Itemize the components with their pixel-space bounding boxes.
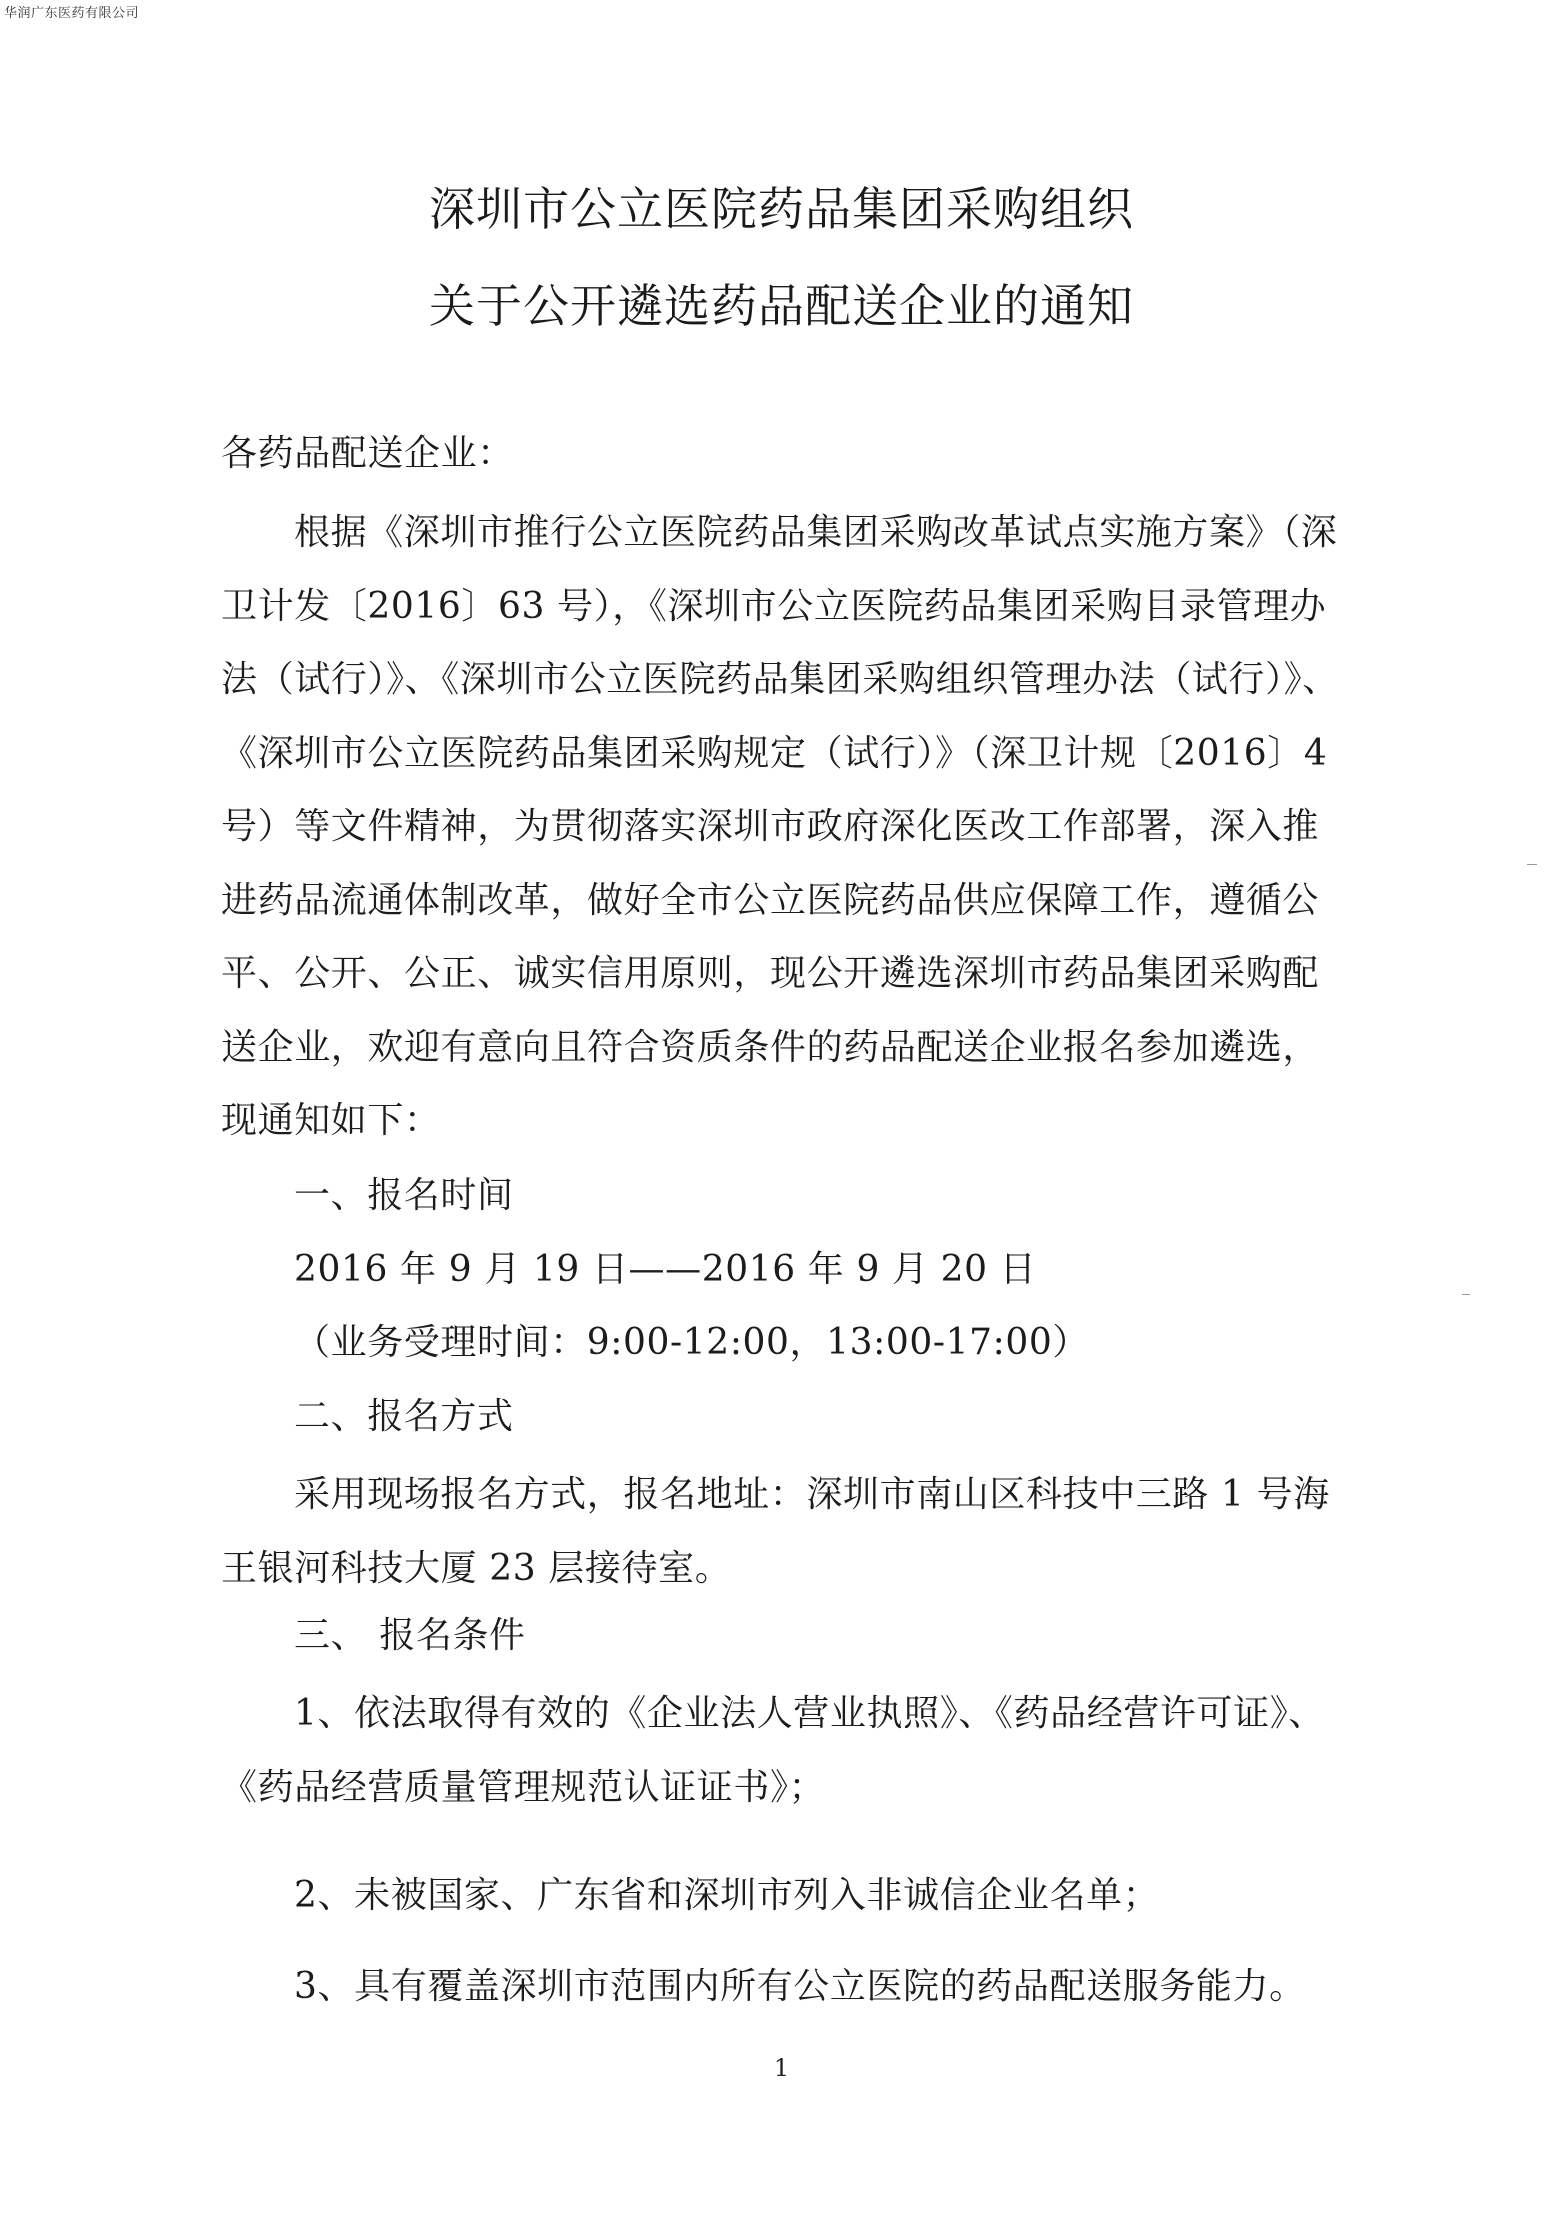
notice-title-line-1: 深圳市公立医院药品集团采购组织 xyxy=(429,182,1134,236)
condition-item-1: 1、依法取得有效的《企业法人营业执照》、《药品经营许可证》、《药品经营质量管理规范认证证书》； xyxy=(221,1693,1325,1808)
salutation: 各药品配送企业： xyxy=(221,433,514,474)
business-hours: （业务受理时间：9:00-12:00，13:00-17:00） xyxy=(294,1322,1090,1363)
section-1-heading: 一、报名时间 xyxy=(294,1175,514,1216)
registration-method-text: 采用现场报名方式，报名地址：深圳市南山区科技中三路 1 号海王银河科技大厦 23 层接待室。 xyxy=(221,1474,1330,1589)
condition-item-3: 3、具有覆盖深圳市范围内所有公立医院的药品配送服务能力。 xyxy=(294,1966,1306,2007)
scan-speck xyxy=(1462,1294,1470,1295)
page-number: 1 xyxy=(773,2054,790,2082)
intro-paragraph: 根据《深圳市推行公立医院药品集团采购改革试点实施方案》（深卫计发〔2016〕63 号），《深圳市公立医院药品集团采购目录管理办法（试行）》、《深圳市公立医院药品集团采购组织管理办法（试行）》、《深圳市公立医院药品集团采购规定（试行）》（深卫计规〔2016〕4号）等文件精神，为贯彻落实深圳市政府深化医改工作部署，深入推进药品流通体制改革，做好全市公立医院药品供应保障工作，遵循公平、公开、公正、诚实信用原则，现公开遴选深圳市药品集团采购配送企业，欢迎有意向且符合资质条件的药品配送企业报名参加遴选，现通知如下： xyxy=(221,512,1339,1141)
condition-item-2: 2、未被国家、广东省和深圳市列入非诚信企业名单； xyxy=(294,1875,1160,1916)
section-2-block xyxy=(221,1458,1345,1605)
section-3-heading: 三、 报名条件 xyxy=(294,1615,526,1656)
registration-date-range: 2016 年 9 月 19 日——2016 年 9 月 20 日 xyxy=(294,1249,1037,1290)
company-watermark: 华润广东医药有限公司 xyxy=(4,6,140,21)
intro-paragraph-block xyxy=(221,496,1345,1158)
notice-title-line-2: 关于公开遴选药品配送企业的通知 xyxy=(429,279,1134,333)
section-2-heading: 二、报名方式 xyxy=(294,1396,514,1437)
condition-1-block xyxy=(221,1677,1345,1824)
scan-speck xyxy=(1527,864,1537,865)
